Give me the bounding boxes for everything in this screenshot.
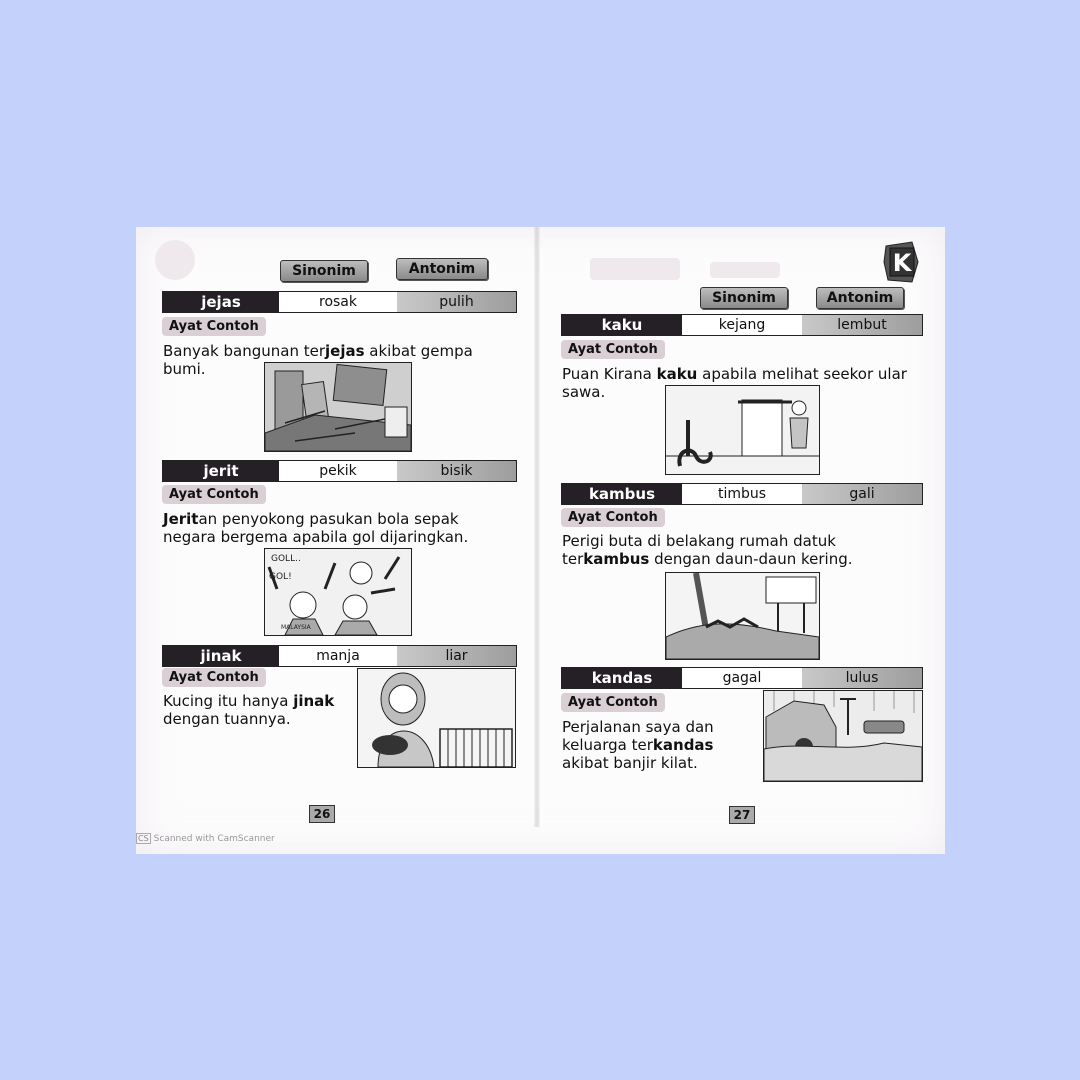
sentence-text: Banyak bangunan ter <box>163 342 326 360</box>
sentence-text: dengan tuannya. <box>163 710 291 728</box>
scanner-text: Scanned with CamScanner <box>153 833 275 844</box>
scanner-badge: CS <box>138 834 149 843</box>
word-row-jejas <box>162 291 517 313</box>
synonym: pekik <box>279 461 397 481</box>
synonym: rosak <box>279 292 397 312</box>
example-sentence <box>562 532 902 568</box>
highlighted-word: kandas <box>652 736 714 754</box>
page-number-27: 27 <box>729 806 755 824</box>
word-row-kandas <box>561 667 923 689</box>
keyword: jinak <box>163 646 279 666</box>
synonym: manja <box>279 646 397 666</box>
antonym: liar <box>397 646 516 666</box>
earthquake-illustration <box>264 362 412 452</box>
antonym-header-left: Antonim <box>396 258 488 280</box>
keyword: kandas <box>562 668 682 688</box>
synonym-header-left: Sinonim <box>280 260 368 282</box>
section-letter-badge <box>882 240 920 284</box>
flood-car-illustration <box>763 690 923 782</box>
keyword: jerit <box>163 461 279 481</box>
example-label: Ayat Contoh <box>561 693 665 712</box>
sentence-text: akibat banjir kilat. <box>562 754 698 772</box>
sentence-text: an penyokong pasukan bola sepak negara bergema apabila gol dijaringkan. <box>163 510 469 546</box>
sentence-text: Perigi buta di belakang rumah datuk ter <box>562 532 836 568</box>
sentence-text: Kucing itu hanya <box>163 692 294 710</box>
scanner-watermark <box>136 833 275 844</box>
example-sentence <box>163 510 493 546</box>
buried-well-illustration <box>665 572 820 660</box>
girl-with-cat-illustration <box>357 668 516 768</box>
show-through-mark <box>710 262 780 278</box>
sentence-text: dengan daun-daun kering. <box>649 550 853 568</box>
highlighted-word: kaku <box>656 365 698 383</box>
antonym: gali <box>802 484 922 504</box>
word-row-jinak <box>162 645 517 667</box>
show-through-mark <box>155 240 195 280</box>
example-sentence <box>562 718 752 772</box>
antonym: bisik <box>397 461 516 481</box>
keyword: kaku <box>562 315 682 335</box>
highlighted-word: jejas <box>325 342 365 360</box>
sentence-text: akibat gempa bumi. <box>163 342 473 378</box>
page-number-26: 26 <box>309 805 335 823</box>
word-row-kambus <box>561 483 923 505</box>
highlighted-word: jinak <box>293 692 335 710</box>
show-through-mark <box>590 258 680 280</box>
example-label: Ayat Contoh <box>561 340 665 359</box>
antonym: pulih <box>397 292 516 312</box>
section-letter: K <box>892 249 912 277</box>
antonym: lulus <box>802 668 922 688</box>
word-row-kaku <box>561 314 923 336</box>
synonym: timbus <box>682 484 802 504</box>
keyword: jejas <box>163 292 279 312</box>
synonym: kejang <box>682 315 802 335</box>
shout-text: GOL! <box>269 572 292 582</box>
shout-text: GOLL.. <box>271 554 301 564</box>
example-label: Ayat Contoh <box>561 508 665 527</box>
example-sentence <box>163 692 343 728</box>
sentence-text: Puan Kirana <box>562 365 657 383</box>
example-label: Ayat Contoh <box>162 668 266 687</box>
woman-snake-illustration <box>665 385 820 475</box>
synonym-header-right: Sinonim <box>700 287 788 309</box>
football-fans-illustration <box>264 548 412 636</box>
word-row-jerit <box>162 460 517 482</box>
sentence-text: Perjalanan saya dan keluarga ter <box>562 718 714 754</box>
antonym: lembut <box>802 315 922 335</box>
sentence-text: apabila melihat seekor ular sawa. <box>562 365 907 401</box>
keyword: kambus <box>562 484 682 504</box>
shirt-text: MALAYSIA <box>281 624 311 631</box>
example-label: Ayat Contoh <box>162 317 266 336</box>
highlighted-word: Jerit <box>163 510 199 528</box>
example-label: Ayat Contoh <box>162 485 266 504</box>
antonym-header-right: Antonim <box>816 287 904 309</box>
book-gutter <box>534 227 540 827</box>
synonym: gagal <box>682 668 802 688</box>
highlighted-word: kambus <box>583 550 650 568</box>
